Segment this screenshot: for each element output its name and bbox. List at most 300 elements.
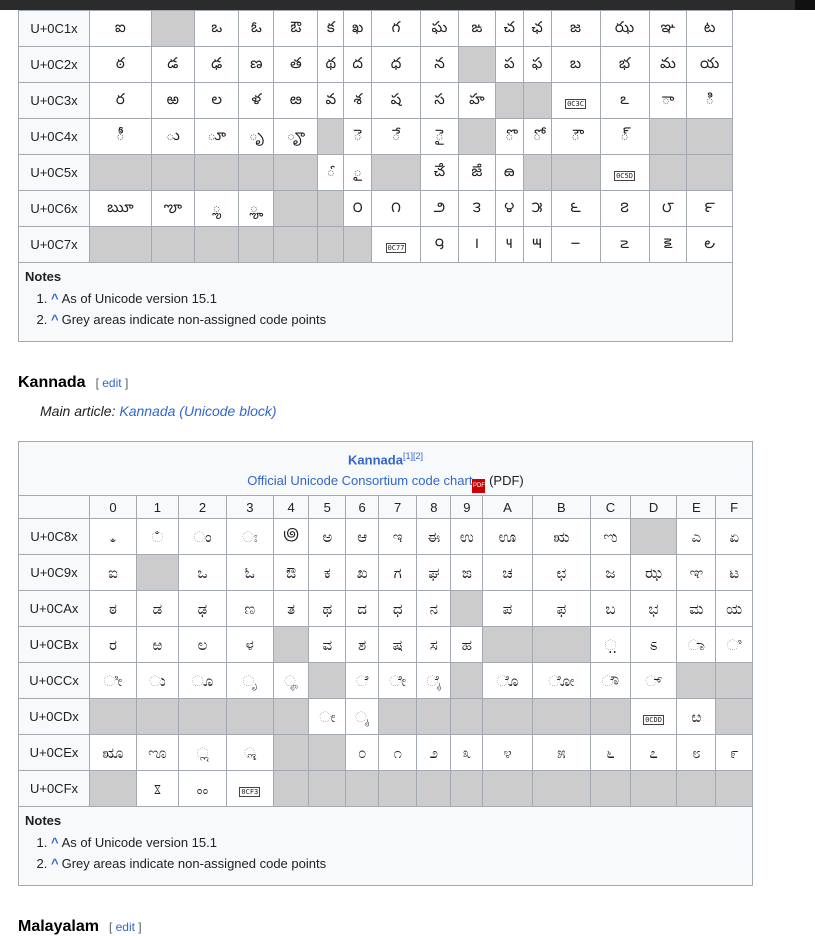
unassigned-cell [551,155,600,191]
unassigned-cell [630,519,677,555]
kannada-notes [19,807,753,886]
code-point-cell[interactable]: ౘ [421,155,459,191]
code-point-cell[interactable]: ఱ [151,83,195,119]
unassigned-cell [630,771,677,807]
code-point-cell[interactable]: ౾ [649,227,687,263]
missing-glyph-icon: 0C77 [387,243,405,252]
unassigned-cell [318,191,344,227]
code-point-cell[interactable]: ఔ [274,11,318,47]
unassigned-cell [417,699,451,735]
edit-link[interactable]: edit [102,376,122,390]
unassigned-cell [716,699,753,735]
code-point-cell[interactable]: ್ [630,663,677,699]
code-point-cell[interactable]: ౽ [600,227,649,263]
code-point-cell[interactable]: ಣ [226,591,273,627]
code-point-cell[interactable]: ಚ [483,555,532,591]
code-point-cell[interactable]: ఝ [600,11,649,47]
code-point-cell[interactable]: ౚ [495,155,523,191]
notes-heading: Notes [25,813,62,829]
code-point-cell[interactable]: ೢ [178,735,226,771]
unassigned-cell [195,227,239,263]
code-point-cell[interactable]: ౮ [649,191,687,227]
code-point-cell[interactable]: ಉ [451,519,483,555]
unassigned-cell [136,555,178,591]
code-point-cell[interactable]: ఒ [195,11,239,47]
row-header: U+0C3x [19,83,90,119]
code-point-cell[interactable]: ಐ [90,555,137,591]
code-point-cell[interactable]: ೌ [591,663,630,699]
unassigned-cell [318,119,344,155]
code-point-cell[interactable]: మ [649,47,687,83]
code-point-cell[interactable]: ಌ [591,519,630,555]
table-row [19,47,733,83]
code-point-cell[interactable]: ౯ [687,191,733,227]
code-point-cell[interactable]: త [274,47,318,83]
column-header: A [483,496,532,519]
code-point-cell[interactable]: ವ [309,627,346,663]
unassigned-cell [451,699,483,735]
code-point-cell[interactable]: ಃ [226,519,273,555]
code-point-cell[interactable]: ౡ [151,191,195,227]
code-point-cell[interactable]: ఠ [90,47,152,83]
code-point-cell[interactable]: ఐ [90,11,152,47]
code-point-cell[interactable]: ಁ [136,519,178,555]
code-point-cell[interactable]: బ [551,47,600,83]
note-backlink[interactable]: ^ [51,856,59,872]
unassigned-cell [532,771,591,807]
code-point-cell[interactable]: ೃ [226,663,273,699]
code-point-cell[interactable]: ಥ [309,591,346,627]
main-article-link[interactable]: Kannada (Unicode block) [119,403,277,419]
note-backlink[interactable]: ^ [51,291,59,306]
code-point-cell[interactable]: ౣ [239,191,274,227]
table-row [19,119,733,155]
column-header-row [19,496,753,519]
code-point-cell[interactable]: హ [458,83,495,119]
unassigned-cell [458,119,495,155]
unassigned-cell [495,83,523,119]
code-point-cell[interactable]: ಫ [532,591,591,627]
code-point-cell[interactable]: ಒ [178,555,226,591]
code-point-cell[interactable]: ఖ [344,11,372,47]
edit-link[interactable]: edit [115,920,135,934]
table-row [19,519,753,555]
code-point-cell[interactable]: ౹ [458,227,495,263]
unassigned-cell [273,627,309,663]
code-point-cell[interactable]: ౻ [523,227,551,263]
telugu-code-chart-table [18,10,733,342]
code-point-cell[interactable]: ౠ [90,191,152,227]
code-point-cell[interactable]: ఞ [649,11,687,47]
column-header: 8 [417,496,451,519]
column-header: 2 [178,496,226,519]
kannada-code-chart-table [18,441,753,886]
table-row [19,591,753,627]
code-point-cell[interactable]: ಽ [630,627,677,663]
code-point-cell[interactable]: చ [495,11,523,47]
code-point-cell[interactable]: ౼ [551,227,600,263]
code-point-cell[interactable]: ప [495,47,523,83]
code-point-cell[interactable]: ్ [600,119,649,155]
unassigned-cell [483,699,532,735]
column-header: 5 [309,496,346,519]
code-point-cell[interactable]: ు [151,119,195,155]
column-header: 7 [379,496,417,519]
code-point-cell[interactable]: ಙ [451,555,483,591]
table-row [19,663,753,699]
code-point-cell[interactable]: ಼ [591,627,630,663]
code-point-cell[interactable]: ె [344,119,372,155]
code-point-cell[interactable]: ృ [239,119,274,155]
row-header: U+0C7x [19,227,90,263]
row-header: U+0C1x [19,11,90,47]
code-point-cell[interactable]: గ [372,11,421,47]
code-point-cell[interactable]: ౙ [458,155,495,191]
code-point-cell[interactable]: ೠ [90,735,137,771]
code-point-cell[interactable]: ౺ [495,227,523,263]
code-point-cell[interactable]: ಲ [178,627,226,663]
column-header: C [591,496,630,519]
code-point-cell[interactable]: ౩ [458,191,495,227]
code-point-cell[interactable]: ಈ [417,519,451,555]
unassigned-cell [451,663,483,699]
code-point-cell[interactable]: ఛ [523,11,551,47]
row-header: U+0C8x [19,519,90,555]
note-backlink[interactable]: ^ [51,835,59,851]
notes-heading: Notes [25,269,62,284]
note-item: 1. ^ As of Unicode version 15.1 [51,288,726,309]
code-point-cell[interactable]: ಟ [716,555,753,591]
table-row [19,735,753,771]
code-point-cell[interactable]: ౿ [687,227,733,263]
code-point-cell[interactable]: ಎ [677,519,716,555]
note-item: 1. ^ As of Unicode version 15.1 [51,832,746,853]
code-point-cell[interactable]: ೡ [136,735,178,771]
code-point-cell[interactable]: ೖ [346,699,379,735]
table-row [19,771,753,807]
missing-glyph-icon: 0C5D [616,171,633,180]
code-point-cell[interactable]: ే [372,119,421,155]
unassigned-cell [716,771,753,807]
unassigned-cell [346,771,379,807]
code-point-cell[interactable]: ಷ [379,627,417,663]
unassigned-cell [649,119,687,155]
unassigned-cell [687,155,733,191]
code-point-cell[interactable]: ಕ [309,555,346,591]
missing-glyph-icon: 0CDD [645,715,662,724]
code-point-cell[interactable]: ళ [239,83,274,119]
code-point-cell[interactable]: ర [90,83,152,119]
official-chart-link[interactable]: Official Unicode Consortium code chart [247,473,473,489]
table-row [19,627,753,663]
code-point-cell[interactable]: ಭ [630,591,677,627]
unassigned-cell [151,11,195,47]
pdf-icon: PDF [472,479,485,493]
unassigned-cell [523,155,551,191]
code-point-cell[interactable]: ౦ [344,191,372,227]
code-point-cell[interactable]: ొ [495,119,523,155]
code-point-cell[interactable]: ణ [239,47,274,83]
unassigned-cell [274,227,318,263]
code-point-cell[interactable]: ನ [417,591,451,627]
column-header: E [677,496,716,519]
unassigned-cell [274,155,318,191]
column-header: B [532,496,591,519]
column-header: 4 [273,496,309,519]
code-point-cell[interactable]: వ [318,83,344,119]
code-point-cell[interactable]: ಮ [677,591,716,627]
code-point-cell[interactable]: ట [687,11,733,47]
unassigned-cell [372,155,421,191]
code-point-cell[interactable]: ಢ [178,591,226,627]
telugu-notes [19,263,733,342]
unassigned-cell [379,771,417,807]
code-point-cell[interactable]: శ [344,83,372,119]
code-point-cell[interactable]: ఙ [458,11,495,47]
code-point-cell[interactable]: స [421,83,459,119]
code-point-cell[interactable]: ೂ [178,663,226,699]
table-row [19,191,733,227]
code-point-cell[interactable]: ಆ [346,519,379,555]
unassigned-cell [239,155,274,191]
unassigned-cell [309,663,346,699]
row-header: U+0CAx [19,591,90,627]
code-point-cell[interactable]: ఘ [421,11,459,47]
code-point-cell[interactable]: ౬ [551,191,600,227]
code-point-cell[interactable]: ೱ [136,771,178,807]
code-point-cell[interactable]: ೯ [716,735,753,771]
unassigned-cell [417,771,451,807]
code-point-cell[interactable] [630,699,677,735]
unassigned-cell [178,699,226,735]
code-point-cell[interactable]: ఢ [195,47,239,83]
code-point-cell[interactable]: ರ [90,627,137,663]
edit-section: [ edit ] [95,376,129,390]
code-point-cell[interactable]: ಯ [716,591,753,627]
code-point-cell[interactable]: ష [372,83,421,119]
code-point-cell[interactable]: ಠ [90,591,137,627]
code-point-cell[interactable]: ೇ [379,663,417,699]
code-point-cell[interactable]: ೕ [309,699,346,735]
code-point-cell[interactable]: భ [600,47,649,83]
row-header: U+0C2x [19,47,90,83]
code-point-cell[interactable]: ಔ [273,555,309,591]
code-point-cell[interactable]: ౕ [318,155,344,191]
code-point-cell[interactable]: య [687,47,733,83]
unassigned-cell [451,771,483,807]
column-header: 3 [226,496,273,519]
table-row [19,699,753,735]
note-item: 2. ^ Grey areas indicate non-assigned code points [51,309,726,330]
code-point-cell[interactable]: క [318,11,344,47]
unassigned-cell [591,771,630,807]
code-point-cell[interactable]: ಅ [309,519,346,555]
kannada-heading: Kannada [ edit ] [18,374,129,391]
code-point-cell[interactable]: ఴ [274,83,318,119]
code-point-cell[interactable] [372,227,421,263]
code-point-cell[interactable]: డ [151,47,195,83]
unassigned-cell [318,227,344,263]
code-point-cell[interactable]: ಋ [532,519,591,555]
table-row [19,11,733,47]
code-point-cell[interactable]: ೄ [273,663,309,699]
code-point-cell[interactable]: ఓ [239,11,274,47]
code-point-cell[interactable]: థ [318,47,344,83]
unassigned-cell [483,627,532,663]
code-point-cell[interactable]: ೊ [483,663,532,699]
unassigned-cell [649,155,687,191]
unassigned-cell [483,771,532,807]
code-point-cell[interactable]: ౖ [344,155,372,191]
code-point-cell[interactable]: ౨ [421,191,459,227]
column-header: 1 [136,496,178,519]
unassigned-cell [226,699,273,735]
column-header: 0 [90,496,137,519]
row-header: U+0CFx [19,771,90,807]
unassigned-cell [151,227,195,263]
code-point-cell[interactable]: ద [344,47,372,83]
code-point-cell[interactable]: ಗ [379,555,417,591]
row-header: U+0CCx [19,663,90,699]
code-point-cell[interactable]: ೈ [417,663,451,699]
code-point-cell[interactable]: ಞ [677,555,716,591]
unassigned-cell [687,119,733,155]
unassigned-cell [677,771,716,807]
code-point-cell[interactable]: ౧ [372,191,421,227]
code-point-cell[interactable]: ౸ [421,227,459,263]
unassigned-cell [523,83,551,119]
unassigned-cell [344,227,372,263]
column-header: F [716,496,753,519]
code-point-cell[interactable]: ౌ [551,119,600,155]
top-bar-corner [795,0,815,10]
code-point-cell[interactable]: ೩ [451,735,483,771]
kannada-title-link[interactable]: Kannada [348,452,403,468]
unassigned-cell [716,663,753,699]
code-point-cell[interactable]: ಊ [483,519,532,555]
code-point-cell[interactable]: ఫ [523,47,551,83]
code-point-cell[interactable]: ಀ [90,519,137,555]
code-point-cell[interactable]: ಳ [226,627,273,663]
code-point-cell[interactable]: ಱ [136,627,178,663]
code-point-cell[interactable]: ಜ [591,555,630,591]
code-point-cell[interactable]: ೣ [226,735,273,771]
code-point-cell[interactable]: ಇ [379,519,417,555]
code-point-cell[interactable]: ಝ [630,555,677,591]
column-header: 9 [451,496,483,519]
code-point-cell[interactable]: ಸ [417,627,451,663]
code-point-cell[interactable]: ೪ [483,735,532,771]
column-header: D [630,496,677,519]
row-header: U+0CEx [19,735,90,771]
unassigned-cell [451,591,483,627]
code-point-cell[interactable]: ೬ [591,735,630,771]
code-point-cell[interactable]: ೨ [417,735,451,771]
code-point-cell[interactable]: ఽ [600,83,649,119]
code-point-cell[interactable]: ಘ [417,555,451,591]
code-point-cell[interactable]: ಬ [591,591,630,627]
code-point-cell[interactable] [226,771,273,807]
code-point-cell[interactable]: ೮ [677,735,716,771]
row-header: U+0CBx [19,627,90,663]
code-point-cell[interactable]: ೫ [532,735,591,771]
unassigned-cell [90,771,137,807]
row-header: U+0CDx [19,699,90,735]
code-point-cell[interactable]: న [421,47,459,83]
code-point-cell[interactable]: ౪ [495,191,523,227]
code-point-cell[interactable]: ಖ [346,555,379,591]
code-point-cell[interactable]: ೭ [630,735,677,771]
code-point-cell[interactable]: ೲ [178,771,226,807]
code-point-cell[interactable] [551,83,600,119]
unassigned-cell [309,771,346,807]
code-point-cell[interactable]: ಓ [226,555,273,591]
code-point-cell[interactable]: ూ [195,119,239,155]
code-point-cell[interactable]: ీ [90,119,152,155]
unassigned-cell [273,699,309,735]
code-point-cell[interactable]: జ [551,11,600,47]
code-point-cell[interactable]: ಪ [483,591,532,627]
unassigned-cell [591,699,630,735]
code-point-cell[interactable]: ಄ [273,519,309,555]
table-row [19,155,733,191]
reference-links[interactable]: [1][2] [402,451,423,461]
code-point-cell[interactable]: ా [649,83,687,119]
code-point-cell[interactable]: ಹ [451,627,483,663]
row-header: U+0C5x [19,155,90,191]
unassigned-cell [90,227,152,263]
code-point-cell[interactable]: ి [687,83,733,119]
code-point-cell[interactable]: ೞ [677,699,716,735]
code-point-cell[interactable]: ೀ [90,663,137,699]
code-point-cell[interactable]: ೋ [532,663,591,699]
code-point-cell[interactable]: ಾ [677,627,716,663]
code-point-cell[interactable]: ౄ [274,119,318,155]
code-point-cell[interactable]: ಶ [346,627,379,663]
code-point-cell[interactable]: ು [136,663,178,699]
code-point-cell[interactable] [600,155,649,191]
code-point-cell[interactable]: ೧ [379,735,417,771]
code-point-cell[interactable]: ಧ [379,591,417,627]
code-point-cell[interactable]: ದ [346,591,379,627]
code-point-cell[interactable]: ಛ [532,555,591,591]
browser-top-bar [0,0,815,10]
code-point-cell[interactable]: ౭ [600,191,649,227]
code-point-cell[interactable]: ౢ [195,191,239,227]
unassigned-cell [532,627,591,663]
unassigned-cell [532,699,591,735]
code-point-cell[interactable]: ೦ [346,735,379,771]
missing-glyph-icon: 0C3C [567,99,584,108]
code-point-cell[interactable]: ో [523,119,551,155]
hatnote: Main article: Kannada (Unicode block) [40,403,277,419]
code-point-cell[interactable]: ల [195,83,239,119]
code-point-cell[interactable]: ಡ [136,591,178,627]
code-point-cell[interactable]: ౫ [523,191,551,227]
malayalam-heading: Malayalam [ edit ] [18,918,142,935]
note-backlink[interactable]: ^ [51,312,59,327]
code-point-cell[interactable]: ಂ [178,519,226,555]
code-point-cell[interactable]: ಏ [716,519,753,555]
code-point-cell[interactable]: ತ [273,591,309,627]
code-point-cell[interactable]: ై [421,119,459,155]
code-point-cell[interactable]: ೆ [346,663,379,699]
code-point-cell[interactable]: ಿ [716,627,753,663]
table-caption: Kannada[1][2] Official Unicode Consortium code chartPDF (PDF) [19,442,753,496]
code-point-cell[interactable]: ధ [372,47,421,83]
corner-cell [19,496,90,519]
row-header: U+0C6x [19,191,90,227]
